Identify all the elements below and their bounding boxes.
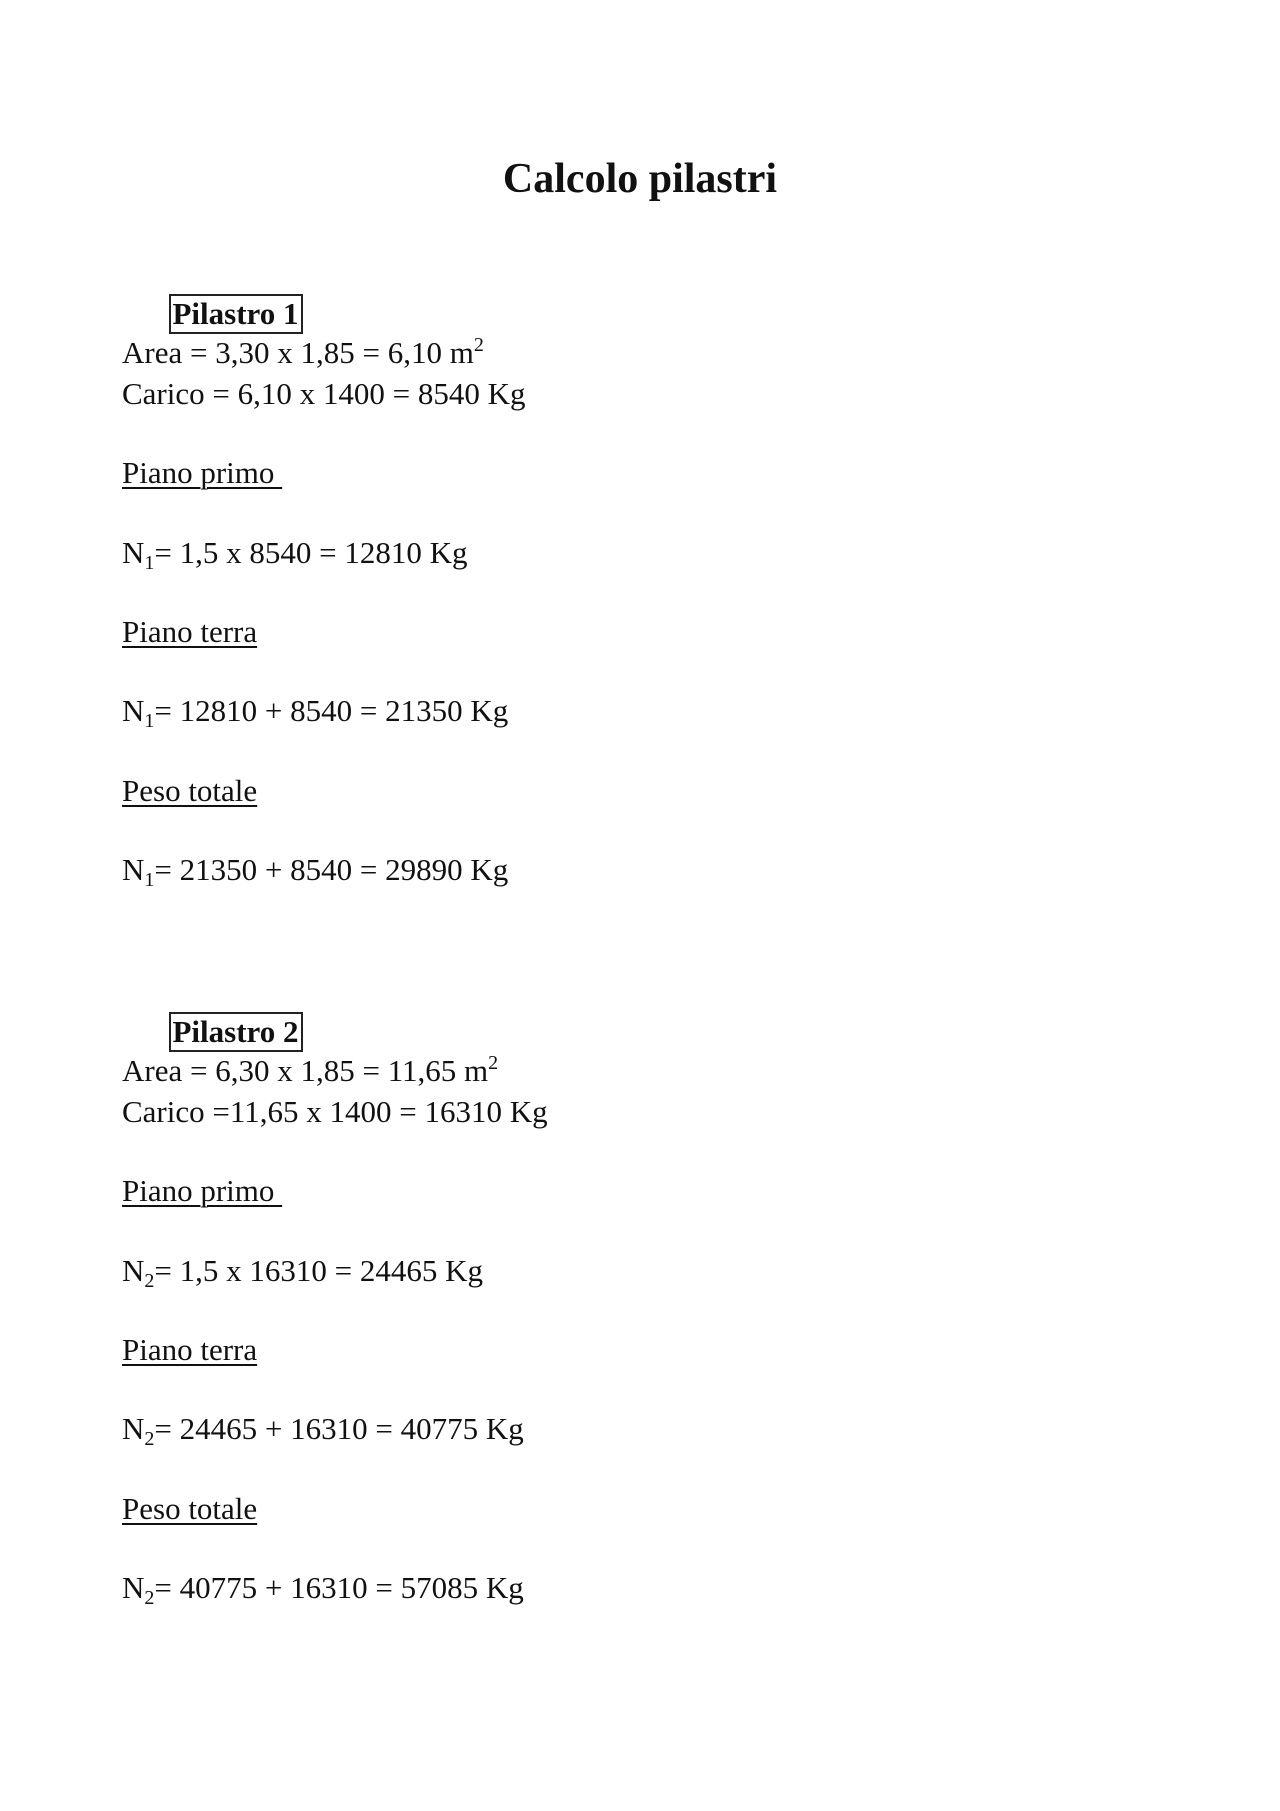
pilastro-1-peso-totale-equation: $N_1= 21350 + 8540 = 29890$ Kg [122,852,509,891]
pilastro-1-piano-terra-equation: $N_1= 12810 + 8540 = 21350$ Kg [122,693,509,732]
page-title: Calcolo pilastri [502,156,778,202]
pilastro-2-carico: Carico =11,65 x 1400 = 16310 Kg [122,1094,548,1129]
pilastro-2-peso-totale-label: Peso totale [122,1491,258,1526]
pilastro-1-area [122,333,484,373]
pilastro-2-piano-terra-label: Piano terra [122,1332,258,1367]
pilastro-1-piano-terra-label: Piano terra [122,614,258,649]
area-formula: Area = 3,30 x 1,85 = 6,10 m [122,335,474,370]
pilastro-2-peso-totale-equation: $N_2= 40775 + 16310 = 57085$ Kg [122,1570,524,1609]
pilastro-1-piano-primo-label: Piano primo [122,455,283,490]
pilastro-1-carico: Carico = 6,10 x 1400 = 8540 Kg [122,376,526,411]
pilastro-1-heading: Pilastro 1 [169,294,303,334]
pilastro-2-heading: Pilastro 2 [169,1012,303,1052]
pilastro-1-peso-totale-label: Peso totale [122,773,258,808]
area-exponent: 2 [473,334,484,356]
pilastro-2-piano-terra-equation: $N_2= 24465 + 16310 = 40775$ Kg [122,1411,524,1450]
pilastro-2-area [122,1051,498,1091]
area-formula: Area = 6,30 x 1,85 = 11,65 m [122,1053,489,1088]
pilastro-2-piano-primo-label: Piano primo [122,1173,283,1208]
pilastro-1-piano-primo-equation: $N_1= 1,5$ x 8540 = 12810 Kg [122,535,468,574]
pilastro-2-piano-primo-equation: $N_2= 1,5$ x 16310 = 24465 Kg [122,1253,483,1292]
area-exponent: 2 [488,1052,499,1074]
